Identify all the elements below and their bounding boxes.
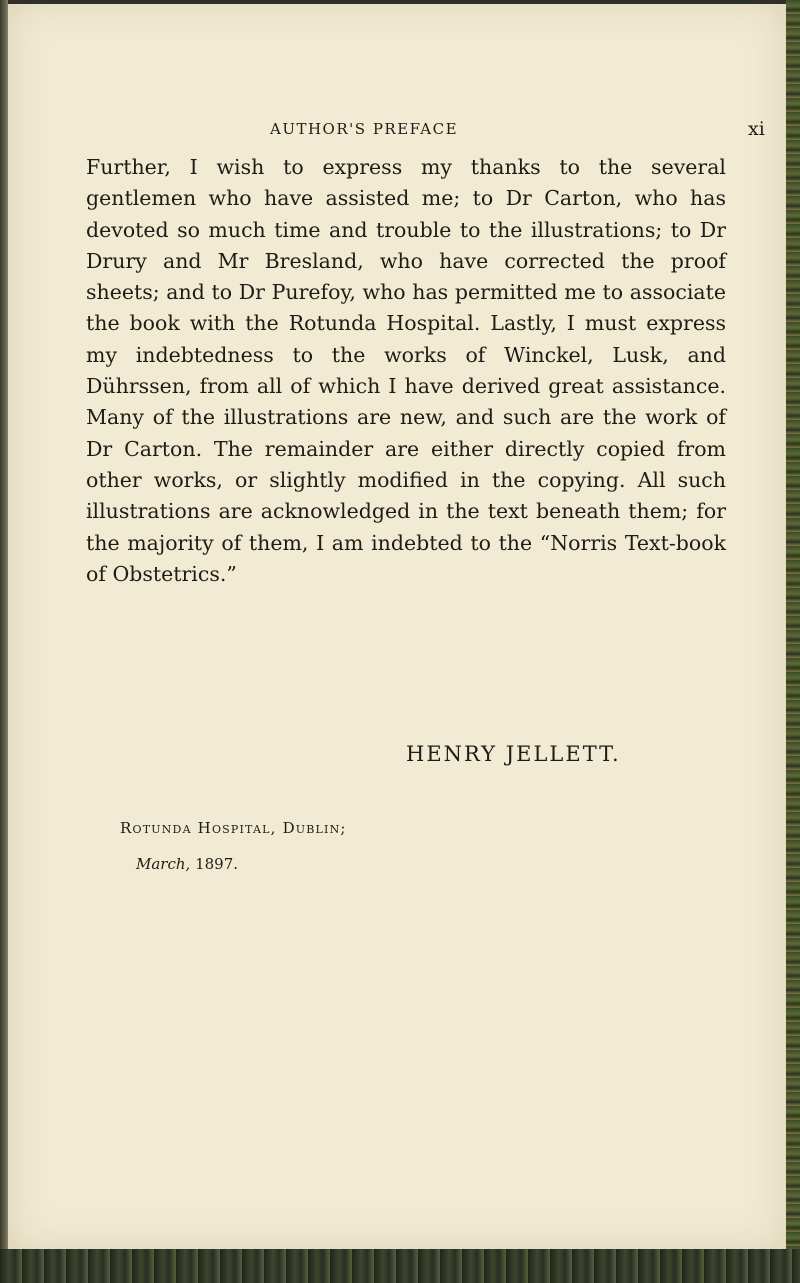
- book-bottom-edge: [0, 1249, 800, 1283]
- date-month: March,: [136, 855, 191, 873]
- place-line: Rotunda Hospital, Dublin;: [120, 819, 347, 837]
- author-signature: HENRY JELLETT.: [406, 742, 621, 766]
- book-page: [8, 0, 786, 1252]
- preface-paragraph: Further, I wish to express my thanks to the several gentlemen who have assisted me; to Dr Carton, who has devoted so much time and trouble to the illustrations; to Dr Drury and Mr Bresland, who have corrected the proof sheets; and to Dr Purefoy, who has permitted me to associate the book with the Rotunda Hospital. Lastly, I must express my indebtedness to the works of Winckel, Lusk, and Dührssen, from all of which I have derived great assistance. Many of the illustrations are new, and such are the work of Dr Carton. The remainder are either directly copied from other works, or slightly modified in the copying. All such illustrations are acknowledged in the text beneath them; for the majority of them, I am indebted to the “Norris Text-book of Obstetrics.”: [86, 155, 726, 586]
- date-line: [136, 855, 238, 873]
- top-edge-line: [8, 0, 786, 4]
- date-year: 1897.: [195, 855, 239, 873]
- book-right-edge: [786, 0, 800, 1283]
- running-title: AUTHOR'S PREFACE: [270, 120, 459, 138]
- page-number: xi: [748, 118, 765, 140]
